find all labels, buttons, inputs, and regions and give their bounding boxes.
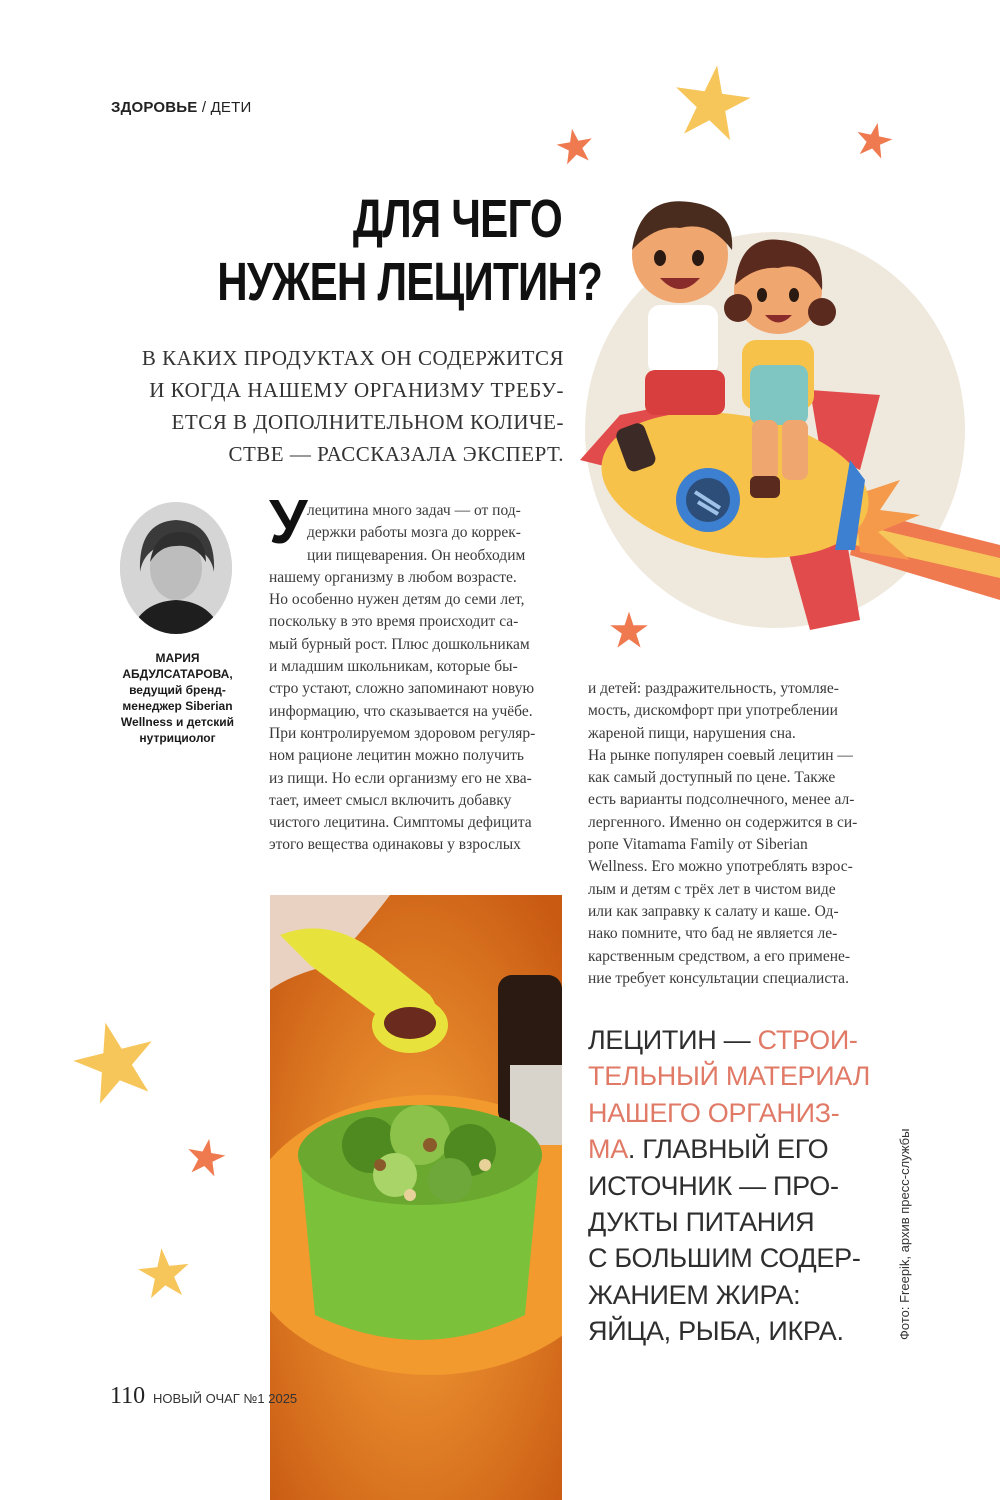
article-line: есть варианты подсолнечного, менее ал- (588, 791, 855, 809)
quote-text: ЯЙЦА, РЫБА, ИКРА. (588, 1316, 844, 1347)
article-line: Но особенно нужен детям до семи лет, (269, 591, 525, 609)
article-column-1 (269, 500, 569, 857)
article-line: и детей: раздражительность, утомляе- (588, 680, 839, 697)
article-line: мый бурный рост. Плюс дошкольникам (269, 635, 530, 653)
lead (100, 342, 564, 470)
expert-name: АБДУЛСАТАРОВА, (122, 667, 233, 681)
quote-text: ИСТОЧНИК — ПРО- (588, 1170, 839, 1201)
quote-text: ЖАНИЕМ ЖИРА: (588, 1279, 801, 1310)
expert-role: нутрициолог (139, 731, 216, 745)
article-line: нако помните, что бад не является ле- (588, 925, 838, 943)
expert-caption (110, 650, 245, 746)
quote-accent: МА (588, 1134, 628, 1165)
article-line: карственным средством, а его примене- (588, 947, 851, 965)
expert-role: ведущий бренд- (129, 683, 226, 697)
expert-portrait (120, 502, 232, 634)
star-icon (672, 62, 752, 142)
article-line: чистого лецитина. Симптомы дефицита (269, 814, 532, 832)
star-icon (855, 121, 893, 159)
article-line: ции пищеварения. Он необходим (307, 546, 526, 564)
quote-text: ДУКТЫ ПИТАНИЯ (588, 1207, 815, 1238)
expert-name: МАРИЯ (155, 651, 200, 665)
article-line: лым и детям с трёх лет в чистом виде (588, 880, 836, 898)
article-line: ропе Vitamama Family от Siberian (588, 836, 808, 854)
article-line: как самый доступный по цене. Также (588, 769, 836, 787)
kids-rocket-illustration (560, 180, 1000, 650)
quote-text: . ГЛАВНЫЙ ЕГО (627, 1134, 829, 1165)
article-line: из пищи. Но если организму его не хва- (269, 769, 532, 787)
star-icon (137, 1246, 191, 1300)
lead-line: В КАКИХ ПРОДУКТАХ ОН СОДЕРЖИТСЯ (141, 346, 564, 370)
article-line: Wellness. Его можно употреблять взрос- (588, 858, 853, 876)
article-line: этого вещества одинаковы у взрослых (269, 836, 521, 854)
article-line: держки работы мозга до коррек- (307, 524, 521, 542)
expert-role: Wellness и детский (120, 715, 235, 729)
photo-credit: Фото: Freepik, архив пресс-службы (897, 1128, 912, 1340)
lead-line: И КОГДА НАШЕМУ ОРГАНИЗМУ ТРЕБУ- (149, 378, 564, 402)
article-line: и младшим школьникам, которые бы- (269, 658, 518, 676)
quote-accent: НАШЕГО ОРГАНИЗ- (588, 1097, 840, 1128)
lead-line: СТВЕ — РАССКАЗАЛА ЭКСПЕРТ. (228, 442, 564, 466)
rubric-subsection: ДЕТИ (210, 99, 252, 116)
article-line: стро устают, сложно запоминают новую (269, 680, 535, 698)
article-line: ном рационе лецитин можно получить (269, 747, 524, 765)
article-line: тает, имеет смысл включить добавку (269, 791, 512, 809)
star-icon (186, 1137, 226, 1177)
article-line: На рынке популярен соевый лецитин — (588, 746, 853, 764)
title-line: ДЛЯ ЧЕГО (352, 189, 562, 249)
lead-line: ЕТСЯ В ДОПОЛНИТЕЛЬНОМ КОЛИЧЕ- (171, 410, 564, 434)
title-line: НУЖЕН ЛЕЦИТИН? (217, 252, 603, 312)
article-line: поскольку в это время происходит са- (269, 613, 519, 631)
star-icon (556, 127, 594, 165)
rubric-section: ЗДОРОВЬЕ (111, 99, 198, 116)
page-number: 110 (110, 1383, 146, 1409)
article-line: лецитина много задач — от под- (307, 502, 521, 519)
article-line: нашему организму в любом возрасте. (269, 568, 517, 586)
rubric-separator: / (197, 99, 211, 116)
salad-photo (270, 895, 562, 1500)
article-line: мость, дискомфорт при употреблении (588, 702, 838, 720)
page-title (217, 188, 603, 314)
article-line: При контролируемом здоровом регуляр- (269, 724, 536, 742)
expert-role: менеджер Siberian (122, 699, 233, 713)
dropcap: У (269, 488, 308, 557)
quote-accent: СТРОИ- (757, 1025, 858, 1055)
article-line: или как заправку к салату и каше. Од- (588, 902, 839, 920)
rubric (111, 99, 251, 116)
quote-accent: ТЕЛЬНЫЙ МАТЕРИАЛ (588, 1061, 871, 1092)
quote-text: ЛЕЦИТИН — (588, 1025, 758, 1055)
article-line: лергенного. Именно он содержится в си- (588, 813, 858, 831)
magazine-issue: НОВЫЙ ОЧАГ №1 2025 (153, 1391, 298, 1406)
star-icon (72, 1018, 158, 1104)
article-line: ние требует консультации специалиста. (588, 969, 849, 987)
quote-text: С БОЛЬШИМ СОДЕР- (588, 1243, 861, 1274)
article-column-2 (588, 678, 888, 990)
article-line: информацию, что сказывается на учёбе. (269, 702, 533, 720)
article-line: жареной пищи, нарушения сна. (588, 724, 796, 742)
pull-quote (588, 1022, 888, 1350)
